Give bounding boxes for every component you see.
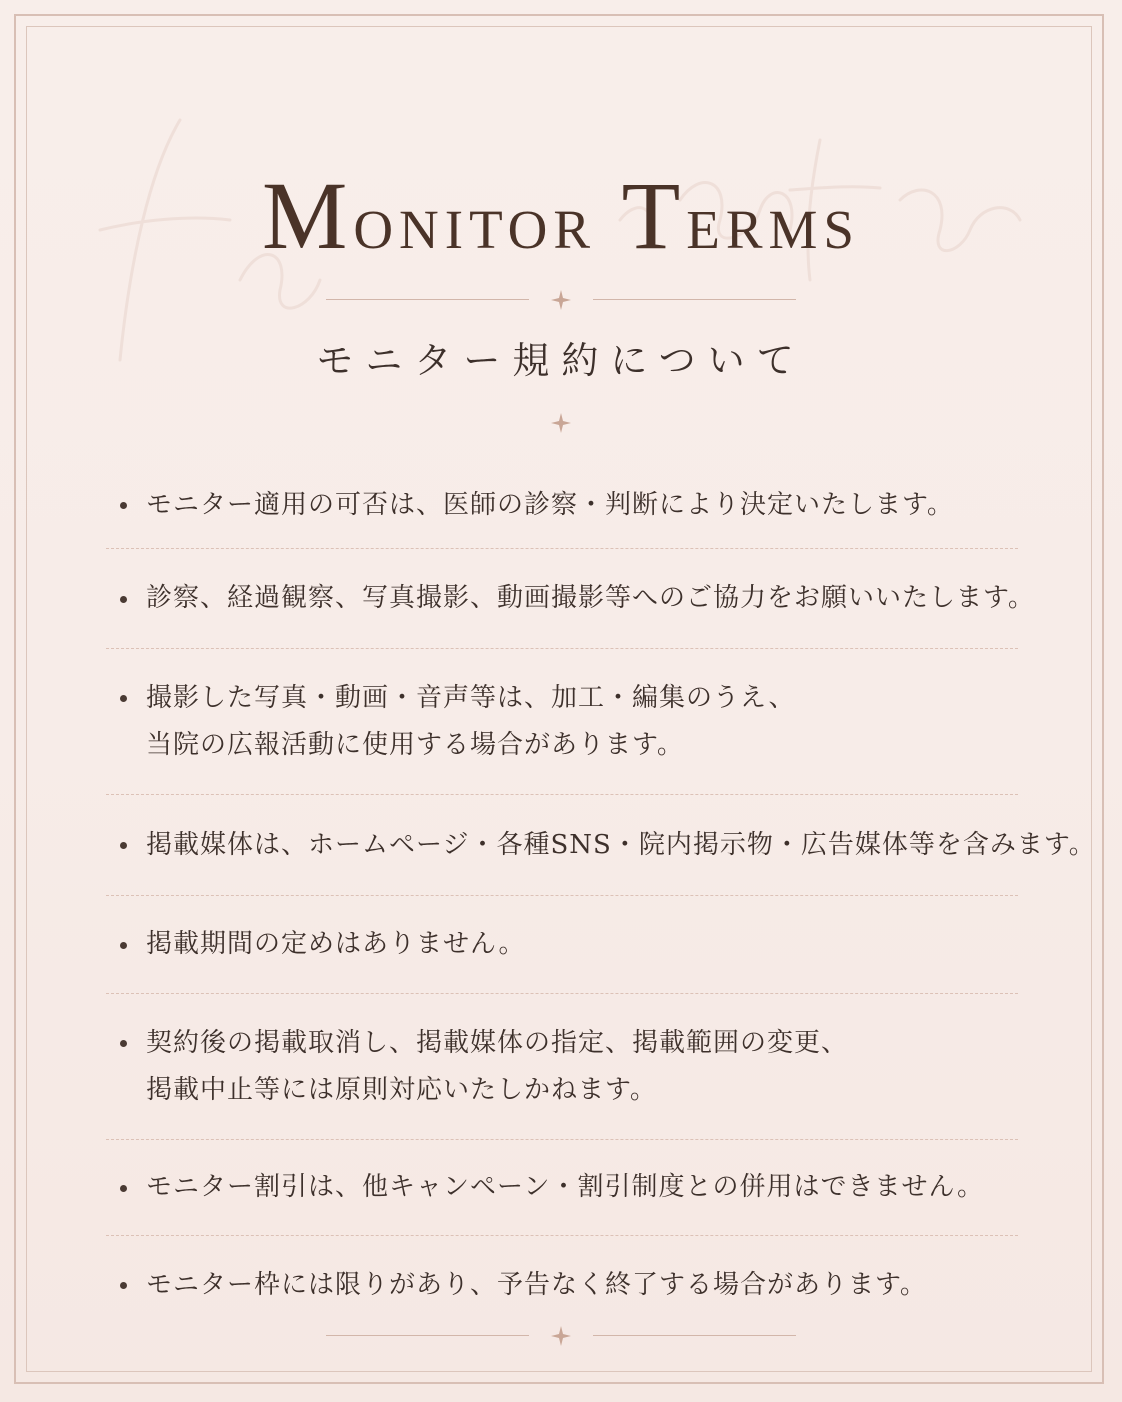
divider-line [326, 299, 529, 300]
term-item [106, 549, 1035, 649]
bullet-icon [120, 1282, 127, 1289]
term-item [106, 1236, 1018, 1334]
title-initial-t: T [621, 162, 687, 269]
bullet-icon [120, 502, 127, 509]
term-item [106, 795, 1096, 896]
page-title [0, 162, 1122, 269]
term-text-line: 掲載期間の定めはありません。 [146, 929, 526, 959]
term-text-line: モニター枠には限りがあり、予告なく終了する場合があります。 [146, 1269, 927, 1300]
term-text-line: 撮影した写真・動画・音声等は、加工・編集のうえ、 [146, 682, 796, 713]
term-item [106, 462, 1018, 549]
title-initial-m: M [261, 162, 354, 269]
bullet-icon [120, 596, 127, 603]
bullet-icon [120, 1185, 127, 1192]
ornament-divider-top [326, 290, 796, 310]
bullet-icon [120, 842, 127, 849]
sparkle-icon [551, 413, 571, 433]
term-text-line: 当院の広報活動に使用する場合があります。 [146, 729, 684, 760]
bullet-icon [120, 942, 127, 949]
term-text-line: モニター割引は、他キャンペーン・割引制度との併用はできません。 [146, 1172, 985, 1202]
bullet-icon [120, 695, 127, 702]
divider-line [326, 1335, 529, 1336]
term-item [106, 896, 1018, 994]
term-text-line: 掲載媒体は、ホームページ・各種SNS・院内掲示物・広告媒体等を含みます。 [146, 829, 1096, 860]
terms-list [106, 462, 1096, 1334]
divider-line [593, 1335, 796, 1336]
sparkle-icon [551, 290, 571, 310]
term-text-line: 契約後の掲載取消し、掲載媒体の指定、掲載範囲の変更、 [146, 1027, 849, 1058]
divider-line [593, 299, 796, 300]
title-word-onitor: onitor [353, 178, 597, 265]
term-text-line: モニター適用の可否は、医師の診察・判断により決定いたします。 [146, 489, 954, 520]
term-item [106, 649, 1018, 795]
term-item [106, 994, 1018, 1140]
term-text-line: 掲載中止等には原則対応いたしかねます。 [146, 1074, 657, 1105]
title-word-erms: erms [686, 178, 861, 265]
term-item [106, 1140, 1018, 1236]
ornament-divider-bottom [326, 1326, 796, 1346]
bullet-icon [120, 1040, 127, 1047]
term-text-line: 診察、経過観察、写真撮影、動画撮影等へのご協力をお願いいたします。 [146, 583, 1035, 613]
page-subtitle: モニター規約について [316, 339, 806, 382]
sparkle-icon [551, 1326, 571, 1346]
